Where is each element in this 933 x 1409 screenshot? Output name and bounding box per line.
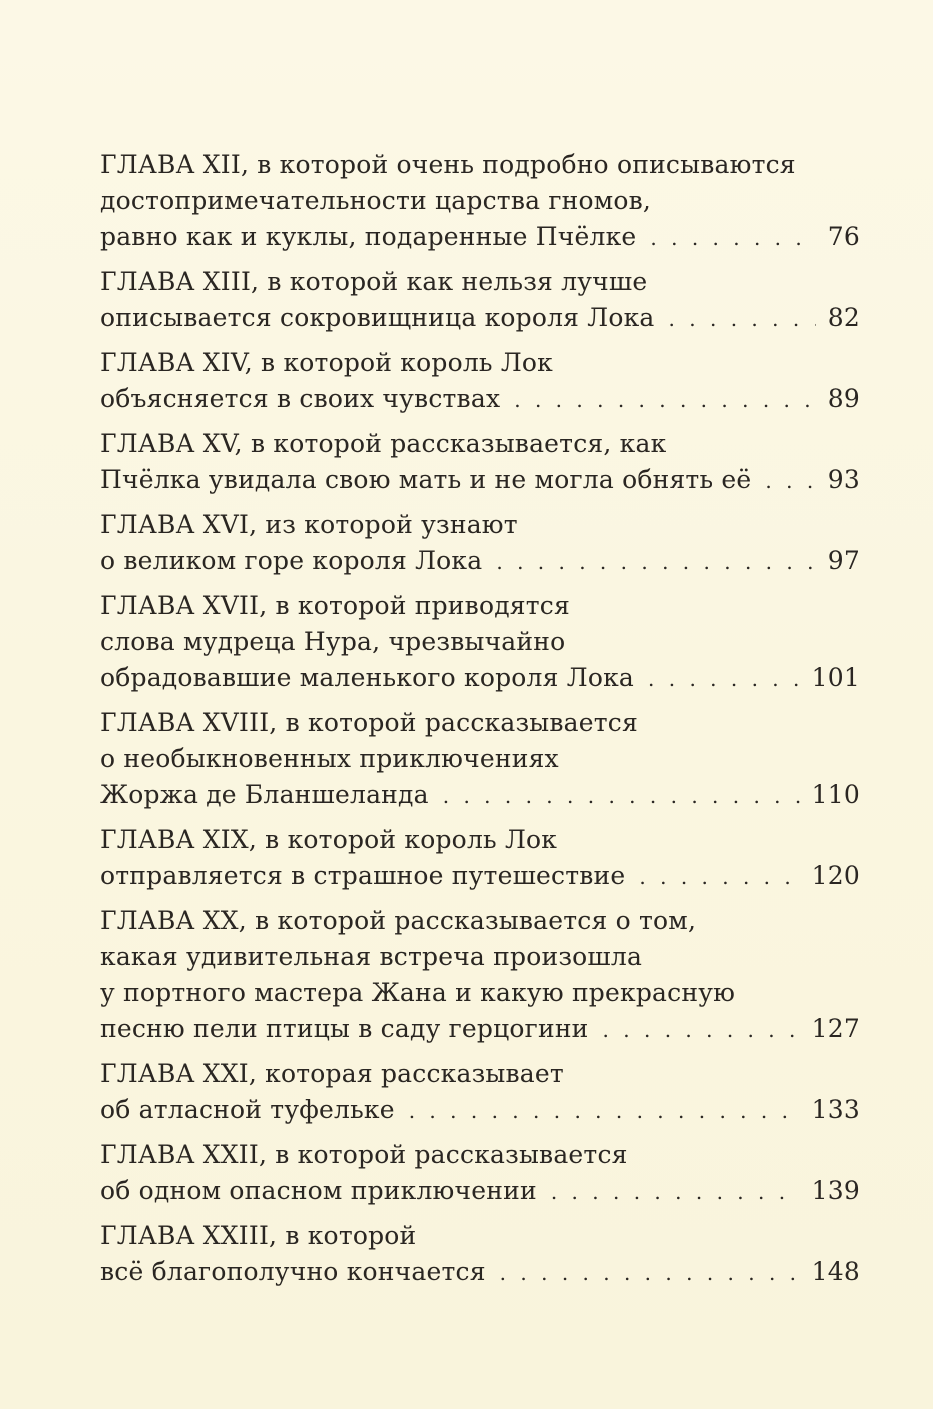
toc-entry-last-line [100,1173,860,1209]
toc-entry-last-line [100,777,860,813]
toc-entry [100,1056,860,1128]
toc-page-number: 97 [827,546,860,575]
toc-entry [100,147,860,255]
toc-entry [100,426,860,498]
toc-entry-text: ГЛАВА XIX, в которой король Лок [100,825,558,854]
toc-entry-text: об атласной туфельке [100,1095,395,1124]
toc-entry-text: ГЛАВА XVIII, в которой рассказывается [100,708,638,737]
toc-entry [100,264,860,336]
toc-entry-text: ГЛАВА XXIII, в которой [100,1221,417,1250]
toc-entry-text: песню пели птицы в саду герцогини [100,1014,589,1043]
dot-leader [650,220,815,256]
toc-entry-line [100,345,860,381]
toc-entry-line [100,264,860,300]
toc-entry-text: о необыкновенных приключениях [100,744,559,773]
toc-entry-line [100,903,860,939]
toc-entry [100,1218,860,1290]
dot-leader [551,1174,800,1210]
toc-page-number: 110 [811,780,860,809]
toc-entry [100,705,860,813]
toc-entry-line [100,183,860,219]
toc-entry-line [100,507,860,543]
toc-entry-text: всё благополучно кончается [100,1257,486,1286]
dot-leader [603,1012,800,1048]
toc-entry-line [100,975,860,1011]
toc-entry-text: достопримечательности царства гномов, [100,186,652,215]
toc-entry-line [100,1218,860,1254]
toc-entry-text: ГЛАВА XV, в которой рассказывается, как [100,429,667,458]
toc-entry-last-line [100,858,860,894]
toc-entry-text: о великом горе короля Лока [100,546,483,575]
toc-entry-last-line [100,1011,860,1047]
toc-entry-last-line [100,1092,860,1128]
toc-entry-text: у портного мастера Жана и какую прекрасную [100,978,736,1007]
toc-page-number: 93 [827,465,860,494]
toc-entry-text: ГЛАВА XVI, из которой узнают [100,510,518,539]
toc-entry-text: ГЛАВА XX, в которой рассказывается о том, [100,906,697,935]
toc-page-number: 89 [827,384,860,413]
toc-entry [100,1137,860,1209]
toc-entry-line [100,822,860,858]
dot-leader [765,463,815,499]
dot-leader [639,859,799,895]
toc-page-number: 76 [827,222,860,251]
toc-page-number: 127 [811,1014,860,1043]
toc-entry-text: отправляется в страшное путешествие [100,861,626,890]
toc-entry-last-line [100,462,860,498]
toc-entry-last-line [100,1254,860,1290]
toc-entry-text: обрадовавшие маленького короля Лока [100,663,635,692]
dot-leader [500,1255,800,1291]
toc-page-number: 82 [827,303,860,332]
toc-entry-line [100,741,860,777]
dot-leader [496,544,815,580]
toc-entry-text: описывается сокровищница короля Лока [100,303,655,332]
toc-entry-text: ГЛАВА XIII, в которой как нельзя лучше [100,267,648,296]
toc-entry-text: ГЛАВА XIV, в которой король Лок [100,348,554,377]
dot-leader [514,382,816,418]
dot-leader [669,301,816,337]
toc-entry-last-line [100,219,860,255]
dot-leader [409,1093,800,1129]
toc-entry-line [100,1137,860,1173]
toc-entry-line [100,588,860,624]
dot-leader [648,661,800,697]
toc-page-number: 101 [811,663,860,692]
toc-entry-text: ГЛАВА XII, в которой очень подробно описываются [100,150,796,179]
toc-entry-text: ГЛАВА XXI, которая рассказывает [100,1059,564,1088]
toc-entry-line [100,1056,860,1092]
toc-entry-line [100,426,860,462]
toc-entry-line [100,147,860,183]
toc-entry-text: Жоржа де Бланшеланда [100,780,429,809]
toc-entry [100,507,860,579]
toc-page-number: 133 [811,1095,860,1124]
toc-entry-last-line [100,660,860,696]
toc-entry-line [100,705,860,741]
toc-entry-text: объясняется в своих чувствах [100,384,501,413]
toc-entry-text: какая удивительная встреча произошла [100,942,643,971]
toc-entry-text: равно как и куклы, подаренные Пчёлке [100,222,637,251]
toc-entry-line [100,939,860,975]
toc-entry-text: ГЛАВА XVII, в которой приводятся [100,591,570,620]
toc-entry [100,345,860,417]
toc-entry [100,903,860,1047]
toc-entry-line [100,624,860,660]
toc-page-number: 139 [811,1176,860,1205]
toc-entry [100,822,860,894]
toc-entry-text: ГЛАВА XXII, в которой рассказывается [100,1140,628,1169]
toc-page-number: 120 [811,861,860,890]
toc-page-number: 148 [811,1257,860,1286]
toc-entry-text: слова мудреца Нура, чрезвычайно [100,627,566,656]
table-of-contents [100,147,860,1299]
toc-entry [100,588,860,696]
toc-entry-last-line [100,543,860,579]
dot-leader [443,778,800,814]
toc-entry-last-line [100,300,860,336]
toc-entry-text: Пчёлка увидала свою мать и не могла обнять её [100,465,752,494]
toc-entry-last-line [100,381,860,417]
toc-entry-text: об одном опасном приключении [100,1176,537,1205]
